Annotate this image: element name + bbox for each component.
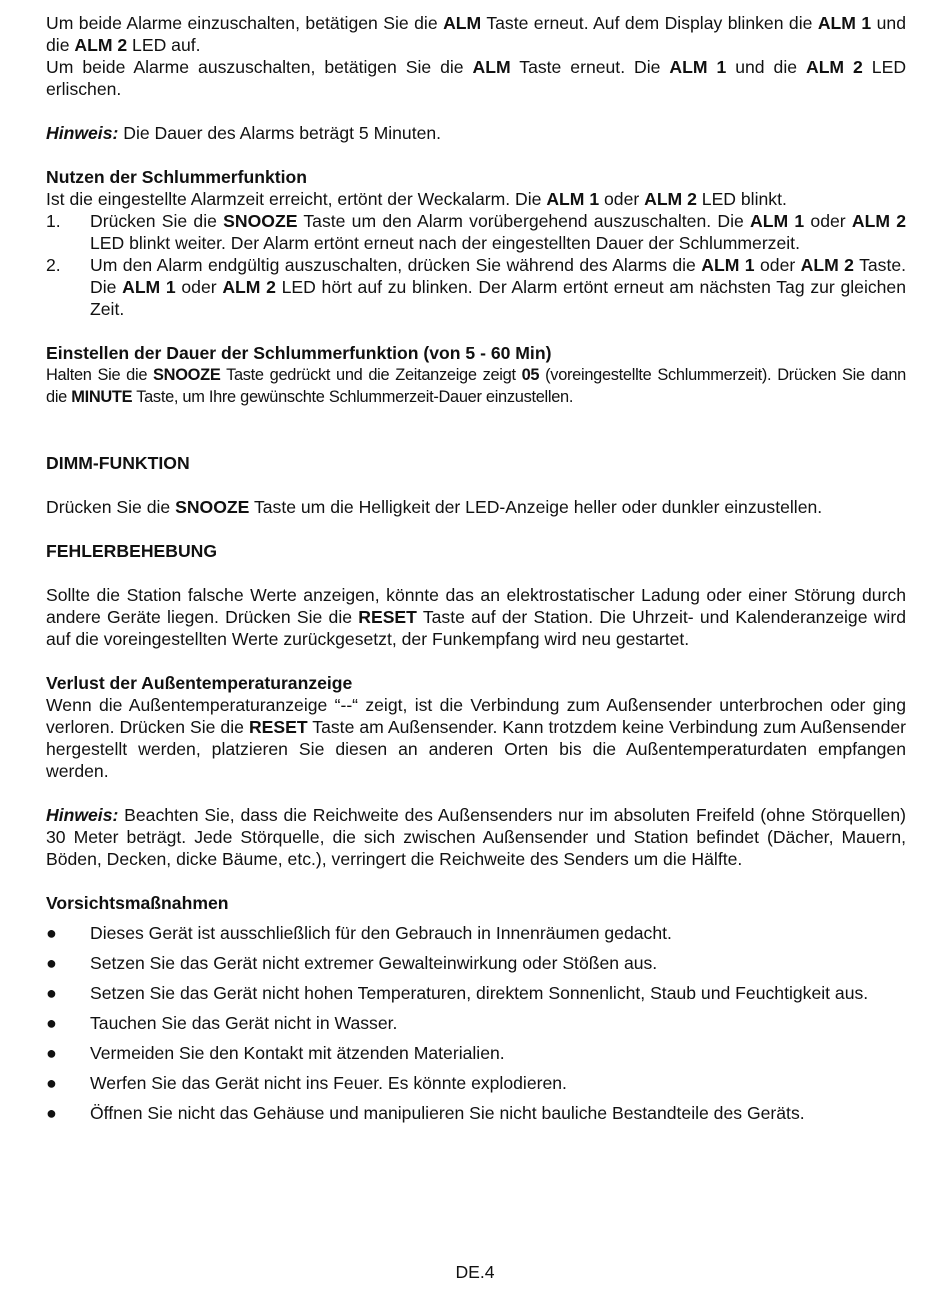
text: oder	[804, 211, 852, 231]
key-label: ALM	[472, 57, 511, 77]
troubleshooting-paragraph	[46, 584, 906, 650]
text: Wenn die Außentemperaturanzeige “--“ zeigt, ist die Verbindung zum Außensender unterbrochen oder ging verloren. Drücken Sie die	[46, 695, 906, 737]
value: 05	[521, 366, 540, 384]
text: LED blinkt.	[696, 189, 787, 209]
precautions-list	[46, 922, 906, 1124]
text: Tauchen Sie das Gerät nicht in Wasser.	[90, 1013, 398, 1033]
text: oder	[599, 189, 645, 209]
text: Taste um die Helligkeit der LED-Anzeige heller oder dunkler einzustellen.	[249, 497, 823, 517]
bullet-icon: ●	[46, 953, 57, 973]
snooze-duration-paragraph	[46, 364, 906, 408]
key-label: ALM 1	[546, 189, 600, 209]
text: Sollte die Station falsche Werte anzeigen, könnte das an elektrostatischer Ladung oder einer Störung durch andere Geräte liegen. Drücken Sie die	[46, 585, 906, 627]
key-label: SNOOZE	[175, 497, 250, 517]
text: Taste, um Ihre gewünschte Schlummerzeit-Dauer einzustellen.	[132, 388, 574, 406]
key-label: SNOOZE	[223, 211, 298, 231]
list-item	[46, 1042, 906, 1064]
note-range	[46, 804, 906, 870]
text: Taste auf der Station. Die Uhrzeit- und Kalenderanzeige wird auf die voreingestellten Werte zurückgesetzt, der Funkempfang wird neu gestartet.	[46, 607, 906, 649]
alarm-on-paragraph	[46, 12, 906, 56]
section-heading-troubleshooting: FEHLERBEHEBUNG	[46, 541, 218, 561]
text: Drücken Sie die	[46, 497, 176, 517]
text: Taste um den Alarm vorübergehend auszuschalten. Die	[297, 211, 751, 231]
snooze-intro	[46, 188, 906, 210]
section-heading-outdoor-loss: Verlust der Außentemperaturanzeige	[46, 673, 353, 693]
list-item	[46, 1072, 906, 1094]
key-label: ALM 2	[800, 255, 854, 275]
key-label: ALM 1	[817, 13, 872, 33]
text: und die	[726, 57, 806, 77]
key-label: ALM	[443, 13, 482, 33]
key-label: SNOOZE	[153, 366, 221, 384]
bullet-icon: ●	[46, 983, 57, 1003]
step-number: 1.	[46, 211, 61, 231]
dimm-paragraph	[46, 496, 906, 518]
text: Taste. Die	[90, 255, 907, 297]
snooze-steps	[46, 210, 906, 320]
alarm-off-paragraph	[46, 56, 906, 100]
note-label: Hinweis:	[46, 805, 119, 825]
key-label: ALM 2	[74, 35, 128, 55]
bullet-icon: ●	[46, 1013, 57, 1033]
list-item	[46, 1102, 906, 1124]
note-label: Hinweis:	[46, 123, 119, 143]
bullet-icon: ●	[46, 923, 57, 943]
list-item	[46, 1012, 906, 1034]
bullet-icon: ●	[46, 1103, 57, 1123]
text: Halten Sie die	[46, 366, 154, 384]
text: LED auf.	[127, 35, 201, 55]
list-item	[46, 210, 906, 254]
key-label: ALM 1	[701, 255, 755, 275]
section-heading-precautions: Vorsichtsmaßnahmen	[46, 893, 229, 913]
text: Um den Alarm endgültig auszuschalten, drücken Sie während des Alarms die	[90, 255, 702, 275]
note-text: Die Dauer des Alarms beträgt 5 Minuten.	[118, 123, 442, 143]
text: Taste erneut. Die	[510, 57, 670, 77]
text: LED blinkt weiter. Der Alarm ertönt erneut nach der eingestellten Dauer der Schlummerzeit.	[90, 233, 800, 253]
key-label: RESET	[358, 607, 417, 627]
key-label: MINUTE	[71, 388, 133, 406]
step-number: 2.	[46, 255, 61, 275]
text: oder	[175, 277, 223, 297]
list-item	[46, 952, 906, 974]
text: Um beide Alarme auszuschalten, betätigen Sie die	[46, 57, 473, 77]
text: Drücken Sie die	[90, 211, 224, 231]
document-page	[46, 12, 906, 1132]
text: Öffnen Sie nicht das Gehäuse und manipulieren Sie nicht bauliche Bestandteile des Geräts.	[90, 1103, 805, 1123]
text: LED hört auf zu blinken. Der Alarm ertönt erneut am nächsten Tag zur gleichen Zeit.	[90, 277, 907, 319]
outdoor-loss-paragraph	[46, 694, 906, 782]
key-label: ALM 2	[644, 189, 697, 209]
text: Setzen Sie das Gerät nicht extremer Gewalteinwirkung oder Stößen aus.	[90, 953, 658, 973]
key-label: ALM 1	[669, 57, 727, 77]
key-label: ALM 1	[122, 277, 176, 297]
text: Werfen Sie das Gerät nicht ins Feuer. Es könnte explodieren.	[90, 1073, 567, 1093]
key-label: ALM 2	[851, 211, 907, 231]
note-alarm-duration	[46, 122, 906, 144]
text: Taste am Außensender. Kann trotzdem keine Verbindung zum Außensender hergestellt werden, platzieren Sie diesen an anderen Orten bis die Außentemperaturdaten empfangen werden.	[46, 717, 906, 781]
list-item	[46, 982, 906, 1004]
list-item	[46, 254, 906, 320]
note-text: Beachten Sie, dass die Reichweite des Außensenders nur im absoluten Freifeld (ohne Störquellen) 30 Meter beträgt. Jede Störquelle, die sich zwischen Außensender und Station befindet (Dächer, Mauern, Böden, Decken, dicke Bäume, etc.), verringert die Reichweite des Senders um die Hälfte.	[46, 805, 906, 869]
key-label: ALM 1	[750, 211, 805, 231]
page-number: DE.4	[455, 1262, 495, 1282]
text: Taste gedrückt und die Zeitanzeige zeigt	[220, 366, 522, 384]
section-heading-dimm: DIMM-FUNKTION	[46, 453, 190, 473]
section-heading-snooze-duration: Einstellen der Dauer der Schlummerfunktion (von 5 - 60 Min)	[46, 343, 552, 363]
section-heading-snooze: Nutzen der Schlummerfunktion	[46, 167, 307, 187]
text: LED erlischen.	[46, 57, 907, 99]
text: Vermeiden Sie den Kontakt mit ätzenden Materialien.	[90, 1043, 505, 1063]
text: Dieses Gerät ist ausschließlich für den Gebrauch in Innenräumen gedacht.	[90, 923, 672, 943]
text: (voreingestellte Schlummerzeit). Drücken Sie dann die	[46, 366, 906, 406]
text: oder	[754, 255, 801, 275]
text: Setzen Sie das Gerät nicht hohen Temperaturen, direktem Sonnenlicht, Staub und Feuchtigkeit aus.	[90, 983, 869, 1003]
key-label: RESET	[248, 717, 308, 737]
key-label: ALM 2	[222, 277, 276, 297]
list-item	[46, 922, 906, 944]
key-label: ALM 2	[805, 57, 863, 77]
text: Ist die eingestellte Alarmzeit erreicht, ertönt der Weckalarm. Die	[46, 189, 547, 209]
bullet-icon: ●	[46, 1073, 57, 1093]
text: und die	[46, 13, 906, 55]
text: Um beide Alarme einzuschalten, betätigen Sie die	[46, 13, 444, 33]
text: Taste erneut. Auf dem Display blinken die	[481, 13, 818, 33]
bullet-icon: ●	[46, 1043, 57, 1063]
